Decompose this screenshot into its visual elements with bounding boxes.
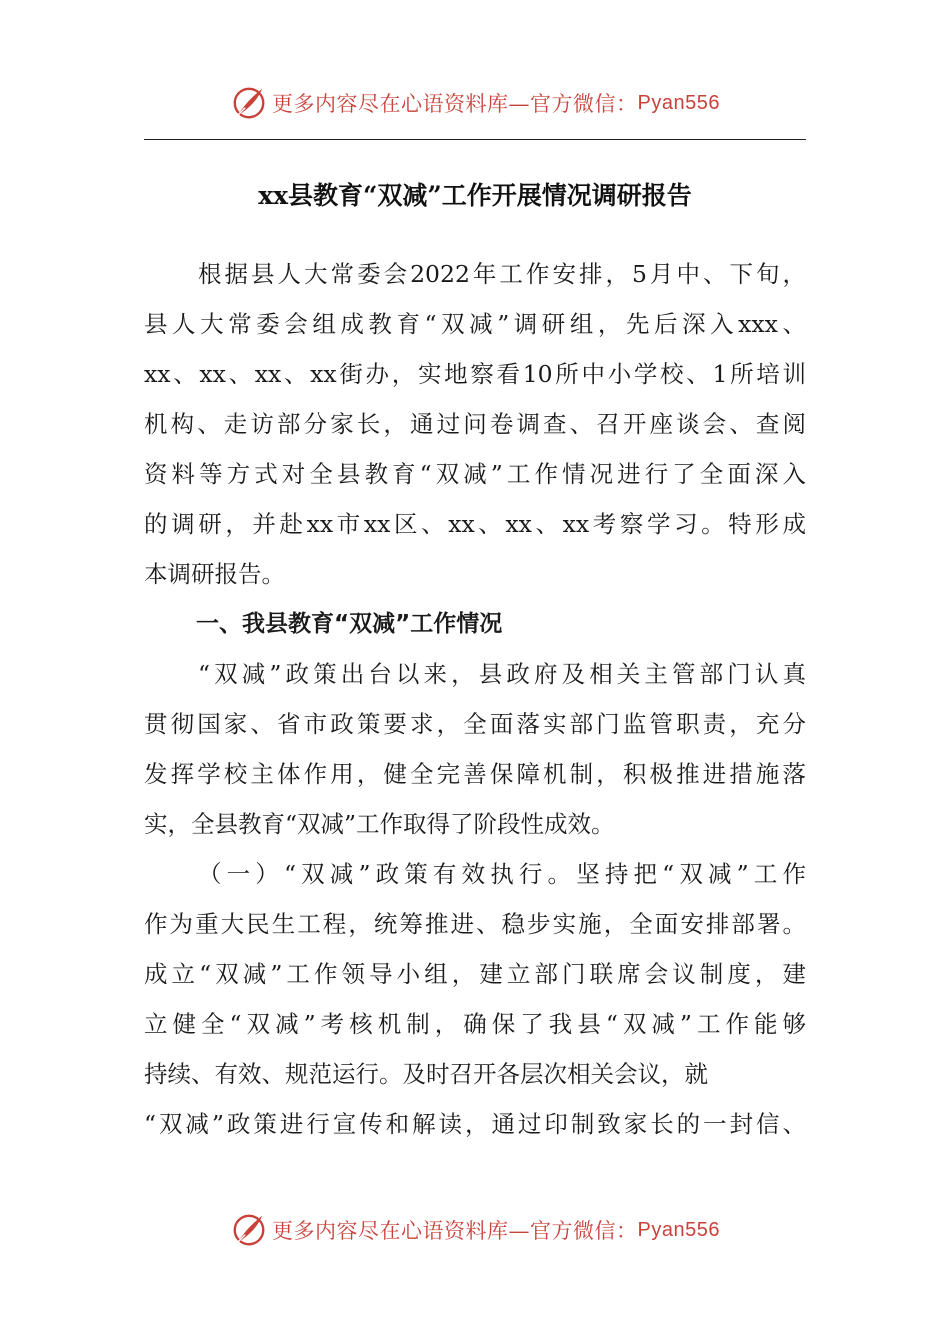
body-line: （一）“双减”政策有效执行。坚持把“双减”工作 [198, 860, 806, 888]
header-watermark-banner [0, 83, 950, 123]
body-line: 机构、走访部分家长，通过问卷调查、召开座谈会、查阅 [144, 410, 806, 438]
body-line: “双减”政策出台以来，县政府及相关主管部门认真 [198, 660, 806, 688]
document-title: xx县教育“双减”工作开展情况调研报告 [258, 181, 692, 210]
header-divider [144, 139, 806, 140]
quill-pen-logo-icon [230, 1211, 268, 1249]
body-line: xx、xx、xx、xx街办，实地察看10所中小学校、1所培训 [144, 360, 806, 388]
body-line: 资料等方式对全县教育“双减”工作情况进行了全面深入 [144, 460, 806, 488]
document-body [144, 249, 806, 1149]
footer-watermark-banner [0, 1210, 950, 1250]
body-line: 持续、有效、规范运行。及时召开各层次相关会议，就 [144, 1060, 708, 1088]
banner-wechat-id: Pyan556 [637, 91, 720, 114]
banner-wechat-id: Pyan556 [637, 1218, 720, 1241]
body-line: 县人大常委会组成教育“双减”调研组，先后深入xxx、 [144, 310, 806, 338]
body-line: 立健全“双减”考核机制，确保了我县“双减”工作能够 [144, 1010, 806, 1038]
body-line: 实，全县教育“双减”工作取得了阶段性成效。 [144, 810, 615, 838]
body-line: 本调研报告。 [144, 560, 285, 588]
body-line: 的调研，并赴xx市xx区、xx、xx、xx考察学习。特形成 [144, 510, 806, 538]
banner-text: 更多内容尽在心语资料库—官方微信： [272, 1219, 638, 1243]
section-heading: 一、我县教育“双减”工作情况 [196, 611, 503, 637]
body-line: 根据县人大常委会2022年工作安排，5月中、下旬， [198, 260, 806, 288]
body-line: 贯彻国家、省市政策要求，全面落实部门监管职责，充分 [144, 710, 806, 738]
banner-text: 更多内容尽在心语资料库—官方微信： [272, 92, 638, 116]
quill-pen-logo-icon [230, 84, 268, 122]
body-line: 发挥学校主体作用，健全完善保障机制，积极推进措施落 [144, 760, 806, 788]
body-line: “双减”政策进行宣传和解读，通过印制致家长的一封信、 [144, 1110, 806, 1138]
body-line: 作为重大民生工程，统筹推进、稳步实施，全面安排部署。 [144, 910, 806, 938]
body-line: 成立“双减”工作领导小组，建立部门联席会议制度，建 [144, 960, 806, 988]
